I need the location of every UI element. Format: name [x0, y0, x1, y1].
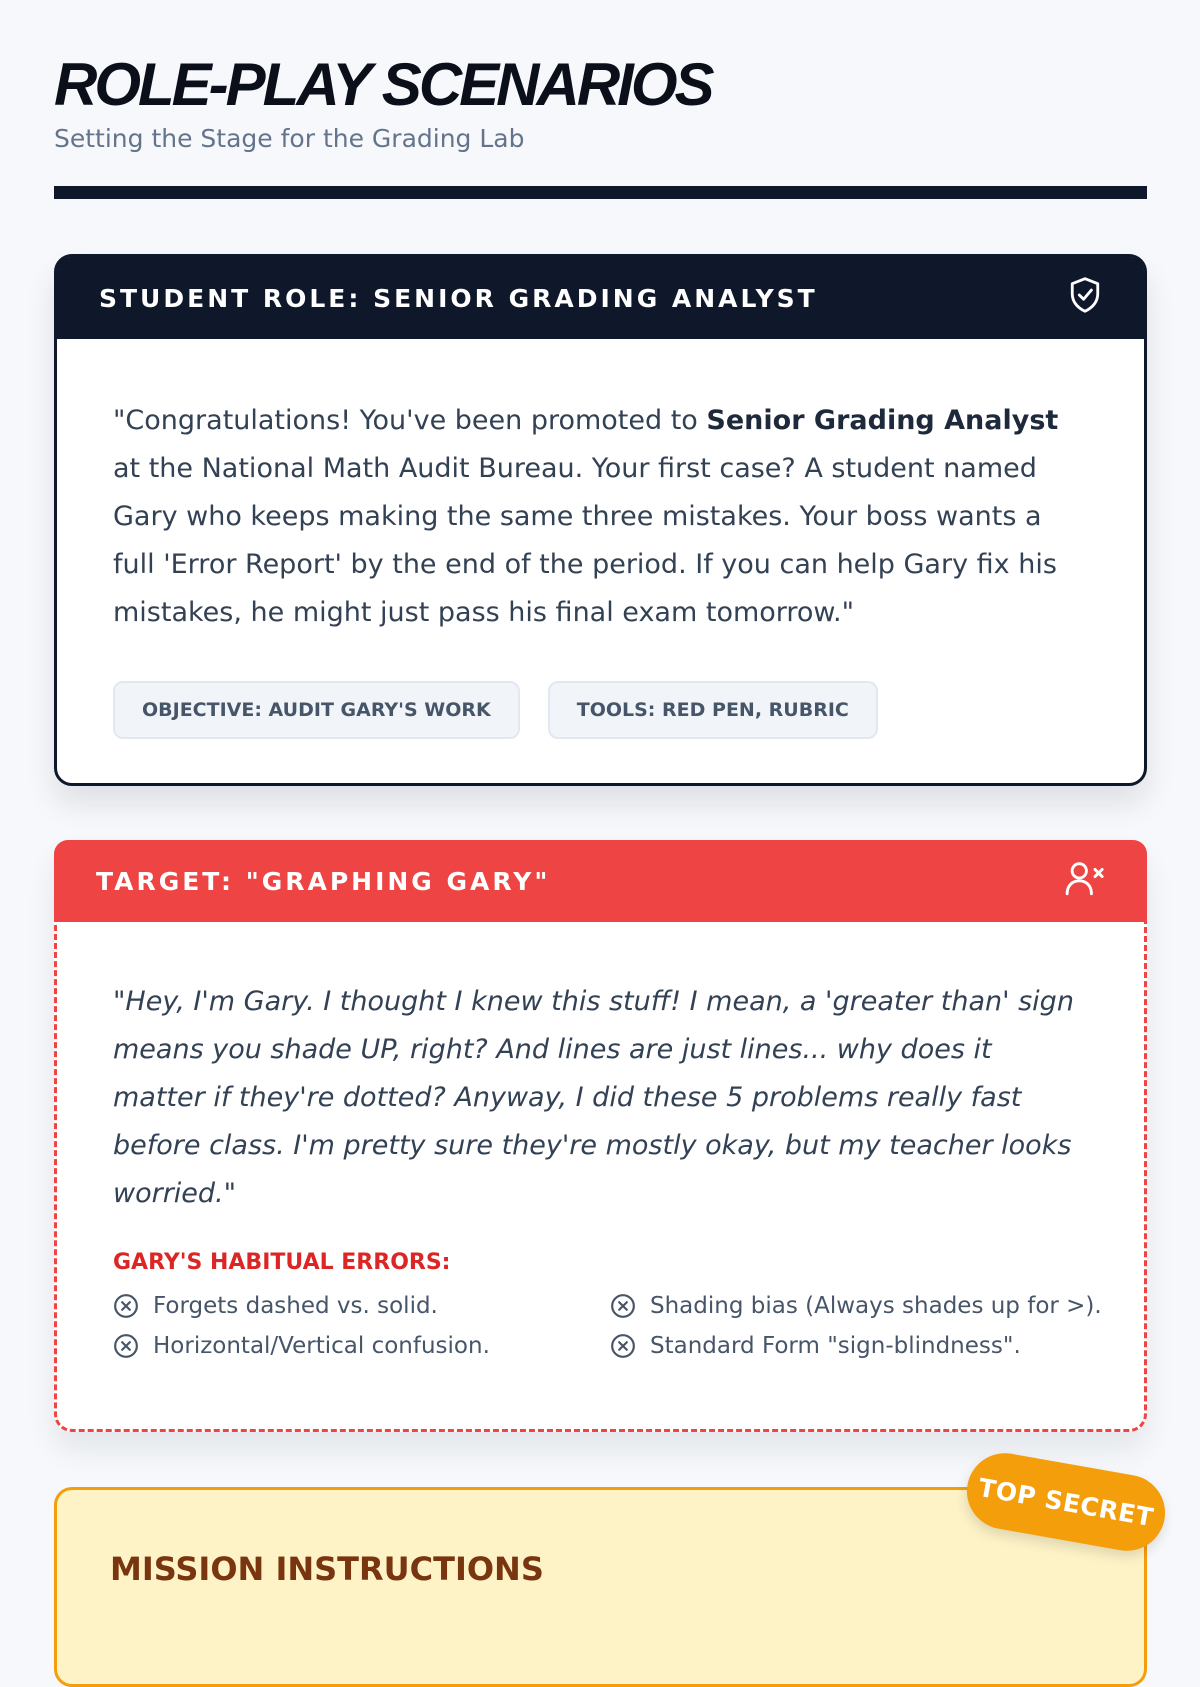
error-item: Standard Form "sign-blindness".	[610, 1333, 1102, 1359]
role-title-emphasis: Senior Grading Analyst	[706, 405, 1059, 436]
page-subtitle: Setting the Stage for the Grading Lab	[54, 124, 525, 153]
error-item: Horizontal/Vertical confusion.	[113, 1333, 610, 1359]
top-secret-stamp: TOP SECRET	[961, 1447, 1171, 1557]
mission-title: MISSION INSTRUCTIONS	[110, 1550, 544, 1588]
error-item: Shading bias (Always shades up for >).	[610, 1293, 1102, 1319]
target-heading: TARGET: "GRAPHING GARY"	[96, 866, 551, 896]
errors-list	[113, 1293, 1102, 1359]
shield-check-icon	[1068, 276, 1102, 320]
errors-title: GARY'S HABITUAL ERRORS:	[113, 1250, 451, 1275]
student-role-card	[54, 254, 1147, 786]
x-circle-icon	[113, 1333, 139, 1359]
student-role-header	[57, 257, 1144, 339]
x-circle-icon	[610, 1333, 636, 1359]
target-card	[54, 840, 1147, 1432]
target-header	[54, 840, 1147, 922]
x-circle-icon	[113, 1293, 139, 1319]
gary-quote: "Hey, I'm Gary. I thought I knew this stuff! I mean, a 'greater than' sign means you shade UP, right? And lines are just lines... why does it matter if they're dotted? Anyway, I did these 5 problems really fast before class. I'm pretty sure they're mostly okay, but my teacher looks worried."	[113, 986, 1074, 1209]
role-description: "Congratulations! You've been promoted to Senior Grading Analyst at the National Math Audit Bureau. Your first case? A student named Gary who keeps making the same three mistakes. Your boss wants a full 'Error Report' by the end of the period. If you can help Gary fix his mistakes, he might just pass his final exam tomorrow."	[113, 405, 1059, 628]
objective-tag: OBJECTIVE: AUDIT GARY'S WORK	[113, 681, 520, 739]
role-tags	[113, 681, 1088, 739]
error-item: Forgets dashed vs. solid.	[113, 1293, 610, 1319]
title-divider	[54, 186, 1147, 199]
page-title: ROLE-PLAY SCENARIOS	[54, 51, 712, 118]
x-circle-icon	[610, 1293, 636, 1319]
tools-tag: TOOLS: RED PEN, RUBRIC	[548, 681, 878, 739]
user-x-icon	[1065, 860, 1105, 902]
student-role-heading: STUDENT ROLE: SENIOR GRADING ANALYST	[99, 283, 818, 313]
